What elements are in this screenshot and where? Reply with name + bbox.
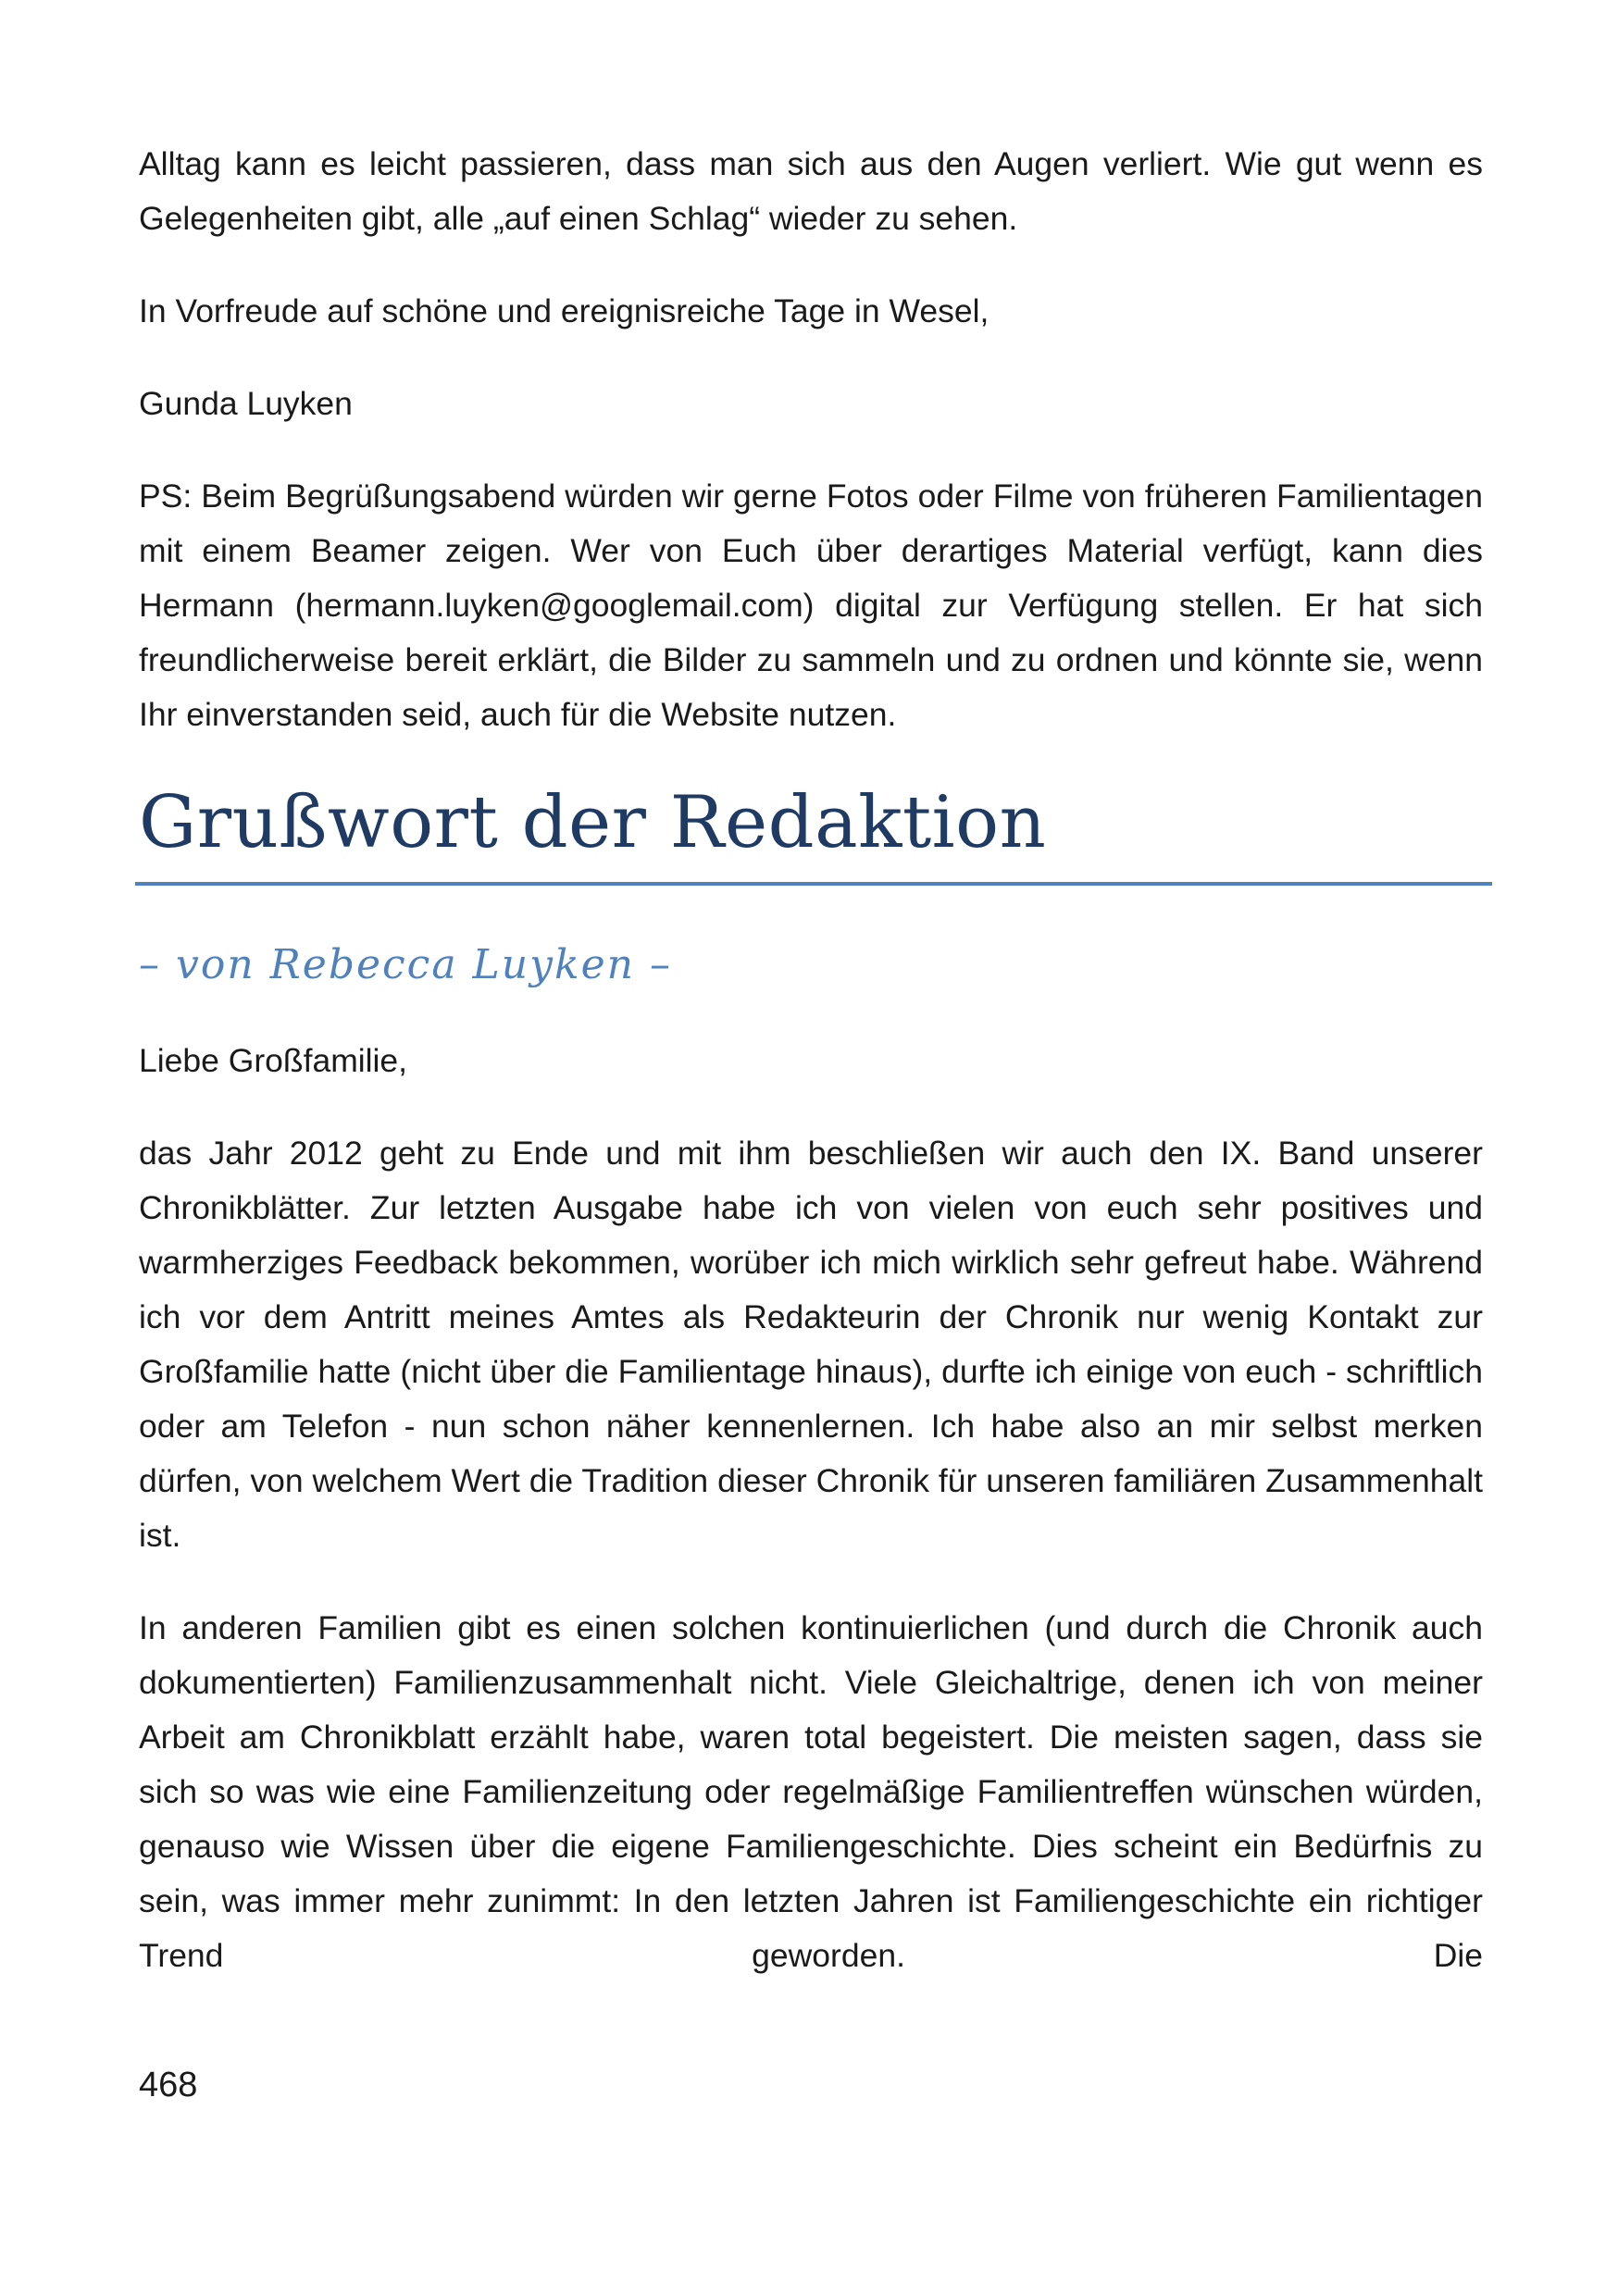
paragraph-postscript: PS: Beim Begrüßungsabend würden wir gerne Fotos oder Filme von früheren Familientagen mit einem Beamer zeigen. Wer von Euch über derartiges Material verfügt, kann dies Hermann (hermann.luyken@googlemail.com) digital zur Verfügung stellen. Er hat sich freundlicherweise bereit erklärt, die Bilder zu sammeln und zu ordnen und könnte sie, wenn Ihr einverstanden seid, auch für die Website nutzen. (139, 478, 1483, 733)
heading-underline (135, 882, 1492, 886)
paragraph-jahr-2012: das Jahr 2012 geht zu Ende und mit ihm beschließen wir auch den IX. Band unserer Chronikblätter. Zur letzten Ausgabe habe ich von vielen von euch sehr positives und warmherziges Feedback bekommen, worüber ich mich wirklich sehr gefreut habe. Während ich vor dem Antritt meines Amtes als Redakteurin der Chronik nur wenig Kontakt zur Großfamilie hatte (nicht über die Familientage hinaus), durfte ich einige von euch - schriftlich oder am Telefon - nun schon näher kennenlernen. Ich habe also an mir selbst merken dürfen, von welchem Wert die Tradition dieser Chronik für unseren familiären Zusammenhalt ist. (139, 1135, 1483, 1554)
author-byline: – von Rebecca Luyken – (139, 941, 672, 988)
paragraph-andere-familien: In anderen Familien gibt es einen solchen kontinuierlichen (und durch die Chronik auch dokumentierten) Familienzusammenhalt nicht. Viele Gleichaltrige, denen ich von meiner Arbeit am Chronikblatt erzählt habe, waren total begeistert. Die meisten sagen, dass sie sich so was wie eine Familienzeitung oder regelmäßige Familientreffen wünschen würden, genauso wie Wissen über die eigene Familiengeschichte. Dies scheint ein Bedürfnis zu sein, was immer mehr zunimmt: In den letzten Jahren ist Familiengeschichte ein richtiger Trend geworden. Die (139, 1609, 1483, 1974)
signature-name: Gunda Luyken (139, 385, 353, 422)
paragraph-alltag: Alltag kann es leicht passieren, dass man sich aus den Augen verliert. Wie gut wenn es Gelegenheiten gibt, alle „auf einen Schlag“ wieder zu sehen. (139, 145, 1483, 237)
salutation: Liebe Großfamilie, (139, 1042, 408, 1079)
paragraph-vorfreude: In Vorfreude auf schöne und ereignisreiche Tage in Wesel, (139, 292, 989, 329)
document-page (139, 137, 1483, 2021)
section-heading: Grußwort der Redaktion (139, 781, 1047, 864)
page-number: 468 (139, 2066, 198, 2104)
